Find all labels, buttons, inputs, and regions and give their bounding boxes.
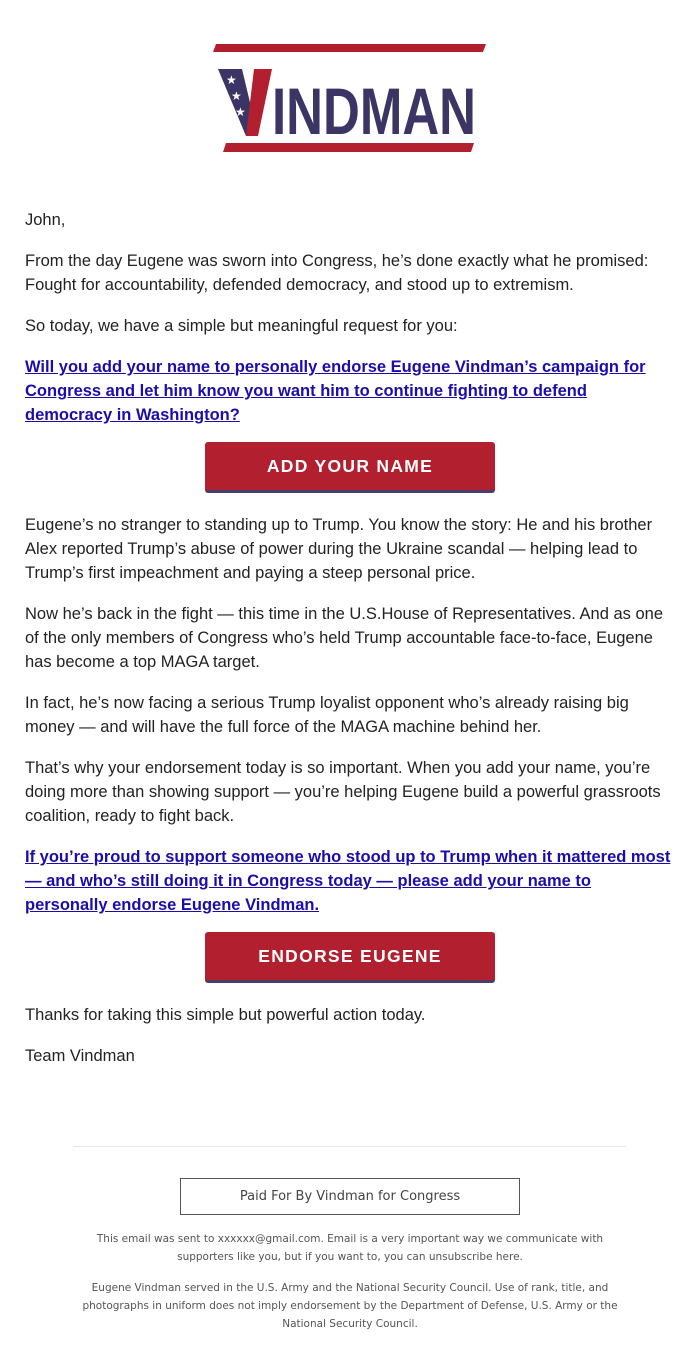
vindman-logo bbox=[212, 42, 488, 156]
paragraph-3: Eugene’s no stranger to standing up to Trump. You know the story: He and his brother Alex reported Trump’s abuse of power during the Ukraine scandal — helping lead to Trump’s first impeachment and paying a steep personal price. bbox=[25, 516, 653, 582]
paragraph-4: Now he’s back in the fight — this time in the U.S.House of Representatives. And as one of the only members of Congress who’s held Trump accountable face-to-face, Eugene has become a top MAGA target. bbox=[25, 605, 664, 671]
greeting: John, bbox=[25, 211, 66, 229]
endorse-link-1[interactable]: Will you add your name to personally endorse Eugene Vindman’s campaign for Congress and let him know you want him to continue fighting to defend democracy in Washington? bbox=[25, 358, 646, 424]
logo-top-bar bbox=[213, 44, 486, 52]
paid-for-box: Paid For By Vindman for Congress bbox=[180, 1178, 520, 1215]
add-your-name-button[interactable]: ADD YOUR NAME bbox=[205, 442, 495, 493]
signoff: Team Vindman bbox=[25, 1047, 135, 1065]
recipient-email: xxxxxx@gmail.com bbox=[217, 1233, 321, 1245]
logo-star-1: ★ bbox=[226, 73, 237, 87]
sent-to-prefix: This email was sent to bbox=[96, 1233, 218, 1245]
paragraph-1: From the day Eugene was sworn into Congress, he’s done exactly what he promised: Fought for accountability, defended democracy, and stood up to extremism. bbox=[25, 252, 649, 294]
footer-disclaimer: Eugene Vindman served in the U.S. Army and the National Security Council. Use of rank, title, and photographs in uniform does not imply endorsement by the Department of Defense, U.S. Army or the National Security Council. bbox=[82, 1282, 618, 1330]
paragraph-6: That’s why your endorsement today is so important. When you add your name, you’re doing more than showing support — you’re helping Eugene build a powerful grassroots coalition, ready to fight back. bbox=[25, 759, 661, 825]
endorse-link-2[interactable]: If you’re proud to support someone who stood up to Trump when it mattered most — and who’s still doing it in Congress today — please add your name to personally endorse Eugene Vindman. bbox=[25, 848, 671, 914]
footer-divider bbox=[73, 1146, 626, 1147]
unsubscribe-link[interactable]: unsubscribe here bbox=[428, 1251, 520, 1263]
logo-star-2: ★ bbox=[231, 89, 242, 103]
paragraph-2: So today, we have a simple but meaningful request for you: bbox=[25, 317, 458, 335]
sent-to-suffix: . Email is a very important way we communicate with supporters like you, but if you want to, you can bbox=[177, 1233, 604, 1263]
paragraph-7: Thanks for taking this simple but powerful action today. bbox=[25, 1006, 426, 1024]
sent-to-end: . bbox=[519, 1251, 523, 1263]
paragraph-5: In fact, he’s now facing a serious Trump loyalist opponent who’s already raising big money — and will have the full force of the MAGA machine behind her. bbox=[25, 694, 629, 736]
logo-star-3: ★ bbox=[235, 105, 246, 119]
logo-wordmark: INDMAN bbox=[272, 74, 476, 148]
footer-sent-to bbox=[75, 1230, 625, 1266]
endorse-eugene-button[interactable]: ENDORSE EUGENE bbox=[205, 932, 495, 983]
email-body bbox=[25, 208, 675, 1068]
